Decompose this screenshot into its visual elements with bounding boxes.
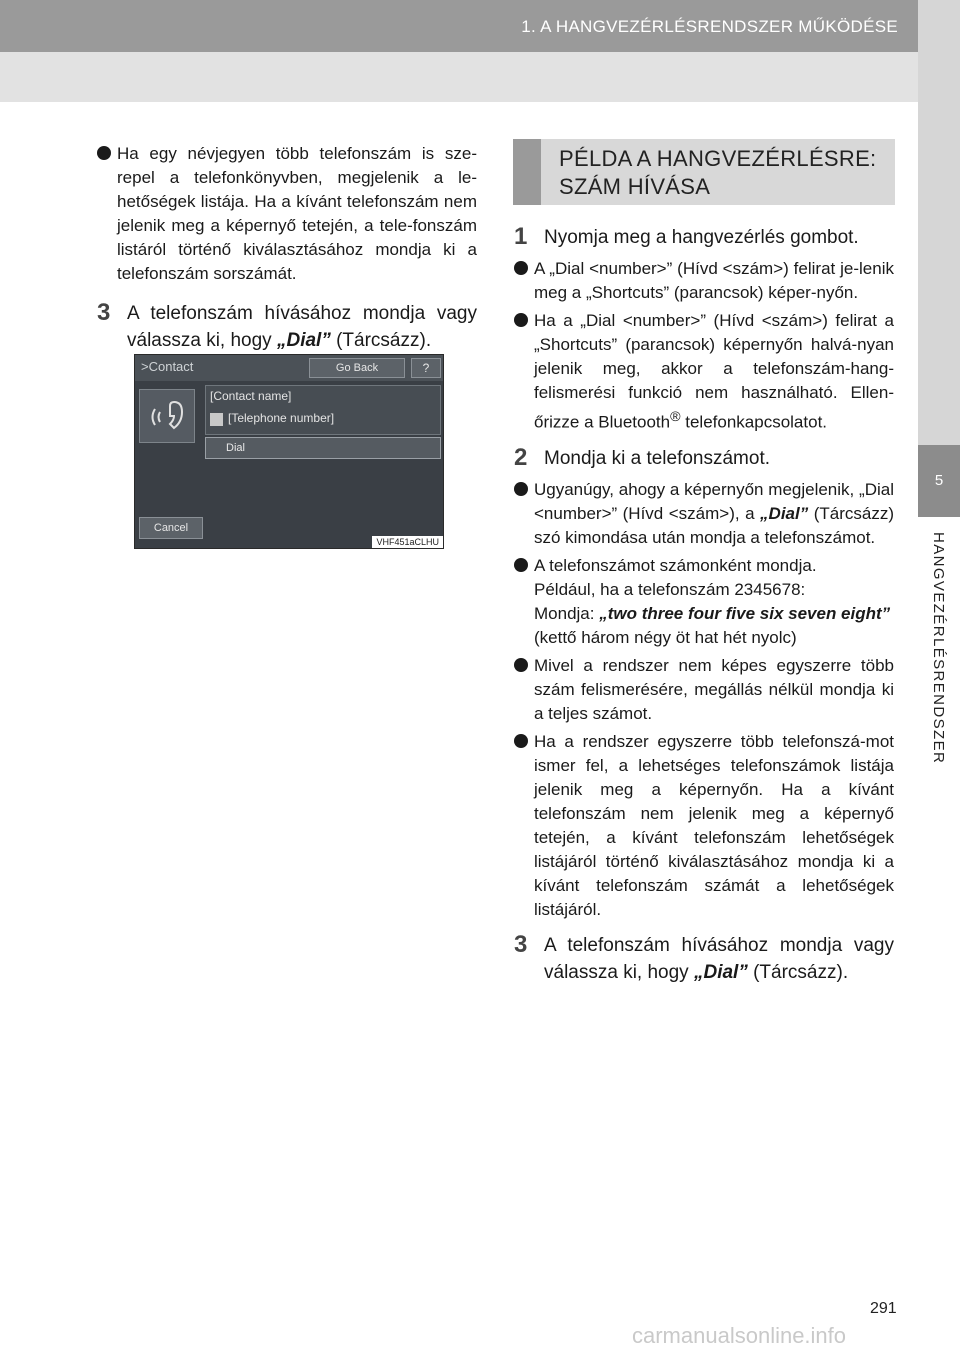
step-2 xyxy=(514,445,894,472)
dial-button: Dial xyxy=(205,437,441,459)
chapter-number: 5 xyxy=(918,445,960,517)
bullet-icon xyxy=(514,558,528,572)
bullet-item xyxy=(514,554,894,650)
voice-icon xyxy=(139,389,195,443)
chapter-label: HANGVEZÉRLÉSRENDSZER xyxy=(930,532,947,765)
bullet-item xyxy=(514,478,894,550)
contact-panel xyxy=(205,385,441,435)
bullet-line: (kettő három négy öt hat hét nyolc) xyxy=(534,627,797,647)
contact-name: [Contact name] xyxy=(210,389,292,403)
section-title: 1. A HANGVEZÉRLÉSRENDSZER MŰKÖDÉSE xyxy=(521,17,898,36)
bullet-line: Például, ha a telefonszám 2345678: xyxy=(534,579,806,599)
bullet-text-end: telefonkapcsolatot. xyxy=(680,412,828,432)
header-band xyxy=(0,52,918,102)
dial-command: „Dial” xyxy=(276,330,331,351)
chapter-tab xyxy=(918,0,960,1360)
heading-line-2: SZÁM HÍVÁSA xyxy=(559,174,711,199)
image-code: VHF451aCLHU xyxy=(372,536,443,548)
help-button: ? xyxy=(411,358,441,378)
bullet-item xyxy=(514,257,894,305)
step-text: Nyomja meg a hangvezérlés gombot. xyxy=(544,227,859,248)
bullet-icon xyxy=(514,261,528,275)
step-1 xyxy=(514,224,894,251)
bullet-line: A telefonszámot számonként mondja. xyxy=(534,555,817,575)
bullet-text: Ha a „Dial <number>” (Hívd <szám>) felirat a „Shortcuts” (parancsok) képernyőn halvá-nyan jelenik meg, akkor a telefonszám-hang-felismerési funkció nem használható. Ellen-őrizze a Bluetooth xyxy=(534,311,894,432)
header-bar xyxy=(0,0,918,52)
say-label: Mondja: xyxy=(534,603,600,623)
watermark: carmanualsonline.info xyxy=(632,1323,847,1348)
step-3 xyxy=(514,932,894,986)
go-back-button: Go Back xyxy=(309,358,405,378)
phone-type-icon xyxy=(210,413,223,426)
cancel-button: Cancel xyxy=(139,517,203,539)
bullet-item xyxy=(97,142,477,286)
bullet-icon xyxy=(514,482,528,496)
heading-text xyxy=(559,145,876,201)
step-number: 3 xyxy=(514,930,528,958)
heading-line-1: PÉLDA A HANGVEZÉRLÉSRE: xyxy=(559,146,877,171)
bullet-icon xyxy=(514,658,528,672)
section-heading xyxy=(513,139,895,205)
bullet-text: Ha a rendszer egyszerre több telefonszá-mot ismer fel, a lehetséges telefonszámok listája jelenik meg a képernyőn. Ha a kívánt telefonszám nem jelenik meg a képernyő tetején, a kívánt telefonszám lehetőségek listájáról történő kiválasztásához mondja ki a kívánt telefonszám számát a lehetőségek listájáról. xyxy=(534,731,894,919)
spoken-phrase: „two three four five six seven eight” xyxy=(599,603,891,623)
telephone-number-text: [Telephone number] xyxy=(228,411,335,425)
screen-header xyxy=(135,355,444,381)
step-text-end: (Tárcsázz). xyxy=(747,961,849,983)
dial-command: „Dial” xyxy=(760,503,809,523)
dial-command: „Dial” xyxy=(693,961,748,983)
step-text: A telefonszám hívásához mondja vagy válassza ki, hogy xyxy=(544,934,894,983)
bullet-icon xyxy=(514,734,528,748)
registered-mark: ® xyxy=(670,409,681,425)
step-3 xyxy=(97,300,477,354)
bullet-text: A „Dial <number>” (Hívd <szám>) felirat je-lenik meg a „Shortcuts” (parancsok) képer-nyőn. xyxy=(534,259,894,302)
step-number: 2 xyxy=(514,443,528,471)
left-column xyxy=(97,142,477,354)
step-number: 1 xyxy=(514,223,528,250)
page-number: 291 xyxy=(870,1300,897,1317)
step-text-end: (Tárcsázz). xyxy=(330,330,432,351)
bullet-icon xyxy=(97,146,111,160)
right-column xyxy=(514,224,894,986)
chapter-tab-top xyxy=(918,0,960,445)
step-number: 3 xyxy=(97,299,111,326)
bullet-item xyxy=(514,654,894,726)
bullet-text: Ha egy névjegyen több telefonszám is sze-repel a telefonkönyvben, megjelenik a le-hetőségek listája. Ha a kívánt telefonszám nem jelenik meg a képernyő tetején, a tele-fonszám listáról történő kiválasztásához mondja ki a telefonszám sorszámát. xyxy=(117,144,477,283)
step-text: Mondja ki a telefonszámot. xyxy=(544,447,771,469)
bullet-text: Mivel a rendszer nem képes egyszerre több szám felismerésére, megállás nélkül mondja ki a teljes számot. xyxy=(534,655,894,723)
step-text: A telefonszám hívásához mondja vagy válassza ki, hogy xyxy=(127,303,477,351)
telephone-number xyxy=(210,411,334,425)
bullet-text-end: (Tárcsázz) szó kimondása után mondja a telefonszámot. xyxy=(534,503,894,547)
bullet-item xyxy=(514,309,894,435)
bullet-item xyxy=(514,730,894,922)
bullet-line xyxy=(534,602,894,626)
heading-accent xyxy=(513,139,541,205)
bullet-text: Ugyanúgy, ahogy a képernyőn megjelenik, „Dial <number>” (Hívd <szám>), a xyxy=(534,479,894,523)
screen-title: >Contact xyxy=(141,359,194,374)
contact-screen-image xyxy=(134,354,444,549)
bullet-icon xyxy=(514,313,528,327)
